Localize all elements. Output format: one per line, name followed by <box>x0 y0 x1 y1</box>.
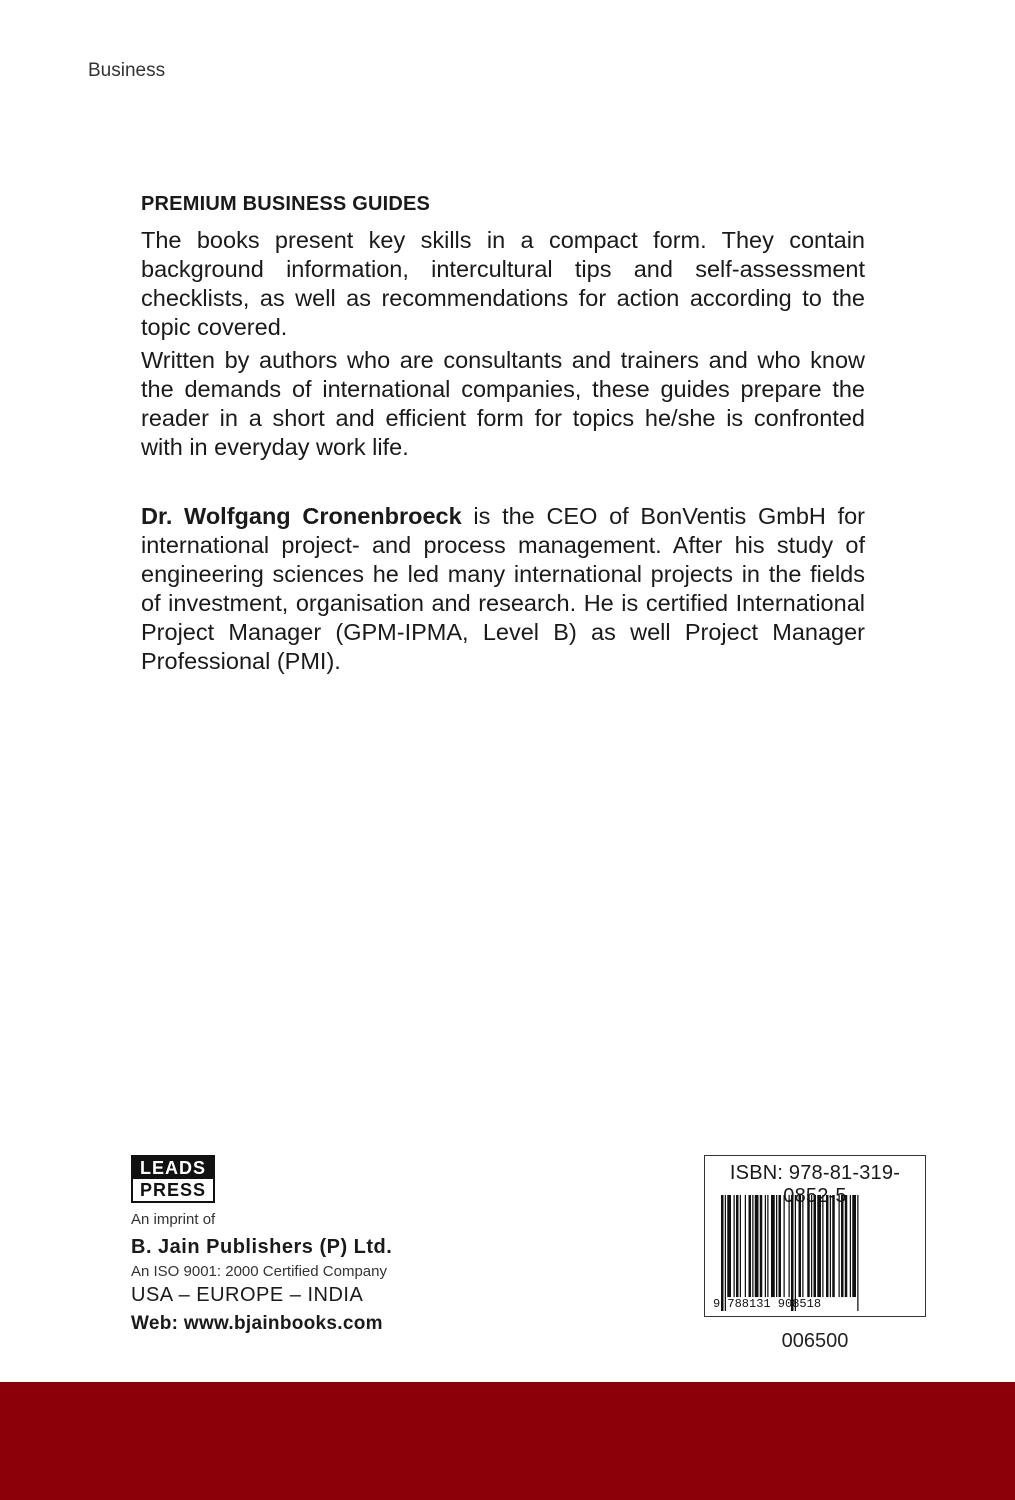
barcode-bar <box>767 1195 768 1297</box>
barcode-bar <box>727 1195 731 1297</box>
barcode-bar <box>826 1195 829 1297</box>
barcode-bar <box>734 1195 735 1297</box>
barcode-bar <box>721 1195 724 1311</box>
isbn-barcode-box <box>704 1155 926 1317</box>
barcode-bar <box>830 1195 831 1297</box>
barcode-bar <box>852 1195 856 1297</box>
barcode-bar <box>845 1195 848 1297</box>
imprint-text: An imprint of <box>131 1211 216 1228</box>
barcode-bar <box>760 1195 763 1297</box>
barcode-bar <box>755 1195 759 1297</box>
barcode-bar <box>857 1195 858 1311</box>
barcode-bar <box>725 1195 726 1311</box>
category-label: Business <box>88 60 166 81</box>
barcode-bar <box>795 1195 796 1311</box>
price-code: 006500 <box>781 1330 849 1352</box>
author-bio-text <box>141 502 865 676</box>
blurb-text-2: Written by authors who are consultants and trainers and who know the demands of international companies, these guides prepare the reader in a short and efficient form for topics he/she is confronted with in everyday work life. <box>141 347 865 460</box>
publisher-web: Web: www.bjainbooks.com <box>131 1313 383 1334</box>
leads-press-logo <box>131 1155 215 1203</box>
barcode-bar <box>807 1195 810 1297</box>
barcode-bar <box>765 1195 766 1297</box>
barcode-bar <box>822 1195 823 1297</box>
barcode-bar <box>736 1195 739 1297</box>
author-bio <box>141 502 865 682</box>
blurb-paragraph-1 <box>141 226 865 348</box>
barcode-bar <box>802 1195 803 1297</box>
barcode-bar <box>779 1195 782 1297</box>
logo-bottom-text: PRESS <box>133 1179 213 1201</box>
barcode-bar <box>740 1195 741 1297</box>
author-name: Dr. Wolfgang Cronenbroeck <box>141 503 462 529</box>
barcode-bar <box>850 1195 851 1297</box>
publisher-name: B. Jain Publishers (P) Ltd. <box>131 1236 393 1258</box>
barcode-bar <box>799 1195 802 1297</box>
blurb-paragraph-2 <box>141 346 865 468</box>
logo-top-text: LEADS <box>133 1157 213 1179</box>
barcode-bar <box>784 1195 785 1297</box>
barcode-bar <box>811 1195 812 1297</box>
barcode-bar <box>752 1195 753 1297</box>
barcode-bar <box>832 1195 835 1297</box>
footer-color-band <box>0 1382 1015 1500</box>
blurb-text-1: The books present key skills in a compact form. They contain background information, intercultural tips and self-assessment checklists, as well as recommendations for action according to the topic covered. <box>141 227 865 340</box>
barcode-bar <box>745 1195 746 1297</box>
publisher-certification: An ISO 9001: 2000 Certified Company <box>131 1263 387 1280</box>
isbn-label: ISBN: 978-81-319-0852-5 <box>729 1162 901 1207</box>
publisher-regions: USA – EUROPE – INDIA <box>131 1284 364 1306</box>
barcode-digits: 9 788131 908518 <box>713 1297 822 1311</box>
barcode-bar <box>839 1195 840 1297</box>
barcode-bar <box>814 1195 817 1297</box>
barcode-image <box>719 1195 914 1311</box>
barcode-bar <box>817 1195 821 1297</box>
barcode-bar <box>791 1195 794 1311</box>
author-description: is the CEO of BonVentis GmbH for international project- and process management. After his study of engineering sciences he led many international projects in the fields of investment, organisation and research. He is certified International Project Manager (GPM-IPMA, Level B) as well Project Manager Professional (PMI). <box>141 503 865 674</box>
barcode-bar <box>789 1195 790 1297</box>
barcode-bar <box>771 1195 775 1297</box>
series-heading: PREMIUM BUSINESS GUIDES <box>141 193 431 215</box>
barcode-bar <box>841 1195 844 1297</box>
barcode-bar <box>776 1195 777 1297</box>
barcode-bar <box>749 1195 752 1297</box>
publisher-block <box>131 1155 451 1335</box>
